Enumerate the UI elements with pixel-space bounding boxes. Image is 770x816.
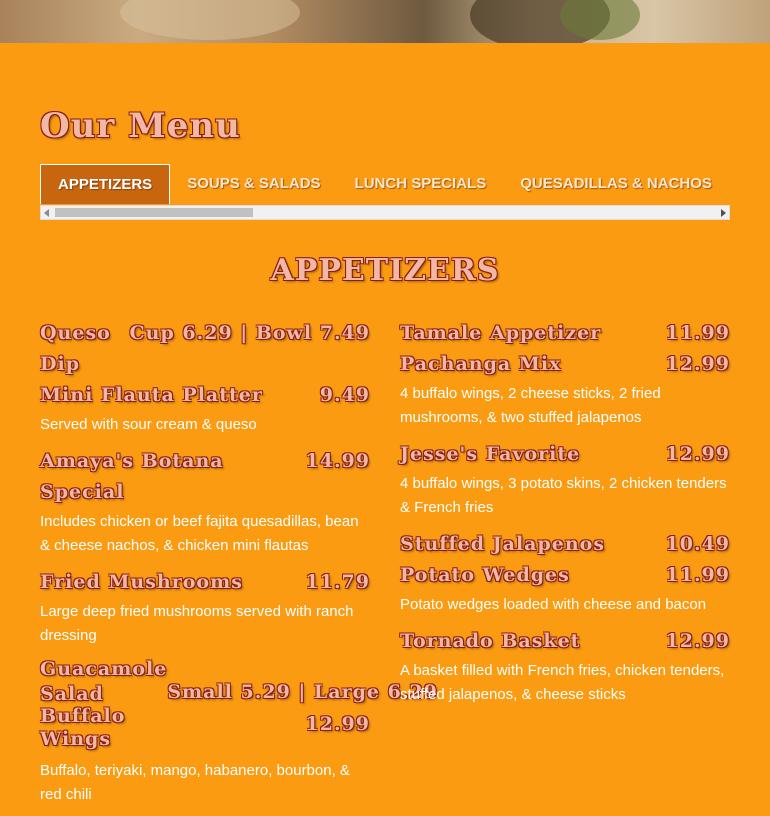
item-description: A basket filled with French fries, chicken tenders, stuffed jalapenos, & cheese sticks xyxy=(400,662,725,703)
section-title: APPETIZERS xyxy=(270,253,500,288)
item-price: Cup 6.29 | Bowl 7.49 xyxy=(129,322,370,344)
item-description: 4 buffalo wings, 3 potato skins, 2 chicken tenders & French fries xyxy=(400,475,727,516)
item-description: Potato wedges loaded with cheese and bacon xyxy=(400,596,707,613)
menu-tabs xyxy=(40,164,730,204)
menu-column-left xyxy=(40,318,438,816)
page-title: Our Menu xyxy=(40,106,241,146)
item-price: 11.99 xyxy=(665,322,730,344)
item-description: Served with sour cream & queso xyxy=(40,416,257,433)
item-price: 11.79 xyxy=(305,571,370,593)
tab-quesadillas-nachos[interactable]: QUESADILLAS & NACHOS xyxy=(520,175,712,192)
menu-item xyxy=(40,705,370,751)
menu-column-right xyxy=(400,318,730,716)
item-name: Fried Mushrooms xyxy=(40,571,243,593)
menu-item xyxy=(400,349,730,380)
scroll-thumb[interactable] xyxy=(55,208,253,217)
item-description: 4 buffalo wings, 2 cheese sticks, 2 fried mushrooms, & two stuffed jalapenos xyxy=(400,385,661,426)
item-price: 12.99 xyxy=(665,630,730,652)
tabs-scrollbar[interactable] xyxy=(40,205,730,220)
item-name: Jesse's Favorite xyxy=(400,443,581,465)
item-name: Stuffed Jalapenos xyxy=(400,533,606,555)
scroll-right-icon[interactable] xyxy=(721,209,726,217)
menu-item xyxy=(40,657,438,707)
tab-soups-salads[interactable]: SOUPS & SALADS xyxy=(187,175,321,192)
item-name: Guacamole Salad xyxy=(40,658,168,705)
item-name: Amaya's Botana Special xyxy=(40,450,224,503)
scroll-left-icon[interactable] xyxy=(44,209,49,217)
menu-item xyxy=(40,380,370,411)
menu-item xyxy=(40,318,370,380)
item-price: 11.99 xyxy=(665,564,730,586)
menu-item xyxy=(400,529,730,560)
menu-item xyxy=(40,446,370,508)
menu-item xyxy=(400,318,730,349)
item-name: Tamale Appetizer xyxy=(400,322,602,344)
item-price: 12.99 xyxy=(665,443,730,465)
menu-item xyxy=(400,560,730,591)
tab-appetizers[interactable]: APPETIZERS xyxy=(40,164,170,204)
item-price: Small 5.29 | Large 6.29 xyxy=(167,681,438,703)
item-price: 12.99 xyxy=(305,713,370,735)
menu-item xyxy=(400,626,730,657)
item-name: Queso Dip xyxy=(40,322,111,375)
item-price: 10.49 xyxy=(665,533,730,555)
item-name: Pachanga Mix xyxy=(400,353,562,375)
item-description: Includes chicken or beef fajita quesadillas, bean & cheese nachos, & chicken mini flautas xyxy=(40,513,359,554)
item-description: Large deep fried mushrooms served with ranch dressing xyxy=(40,603,354,644)
item-name: Tornado Basket xyxy=(400,630,581,652)
hero-image xyxy=(0,0,770,43)
menu-item xyxy=(400,439,730,470)
item-price: 14.99 xyxy=(305,450,370,472)
item-price: 12.99 xyxy=(665,353,730,375)
item-name: Potato Wedges xyxy=(400,564,570,586)
item-description: Buffalo, teriyaki, mango, habanero, bourbon, & red chili xyxy=(40,762,350,803)
item-name: Mini Flauta Platter xyxy=(40,384,263,406)
item-name: Buffalo Wings xyxy=(40,705,126,750)
item-price: 9.49 xyxy=(319,384,370,406)
tab-lunch-specials[interactable]: LUNCH SPECIALS xyxy=(354,175,487,192)
menu-item xyxy=(40,567,370,598)
